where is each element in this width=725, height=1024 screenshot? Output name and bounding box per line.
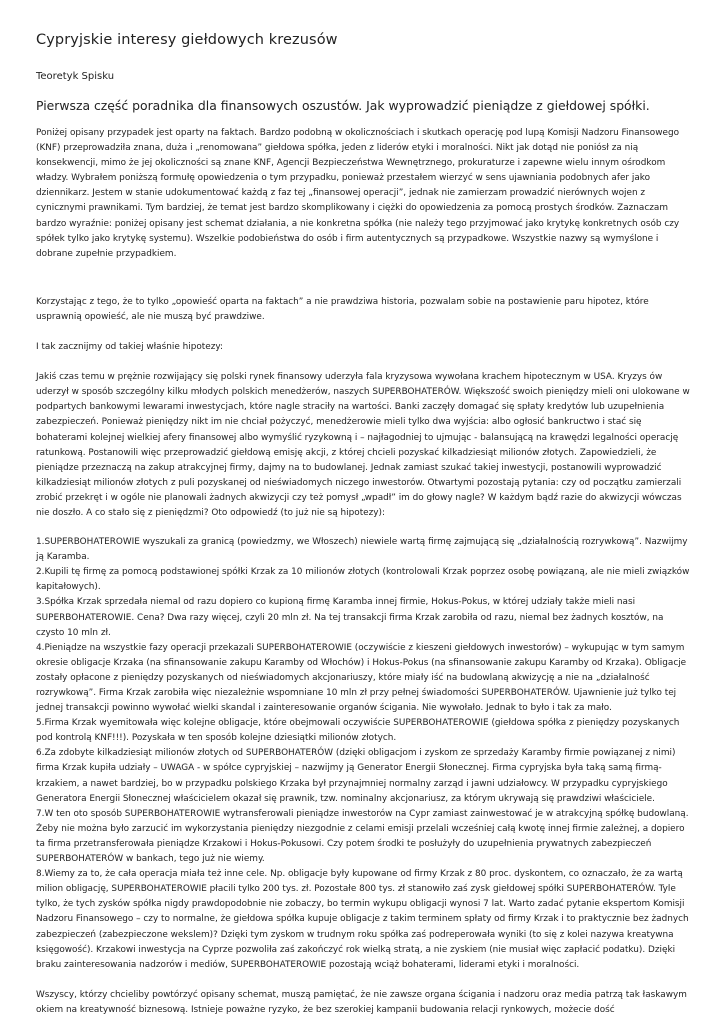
story-paragraph: Jakiś czas temu w prężnie rozwijający się polski rynek finansowy uderzyła fala kryzysowa wywołana krachem hipotecznym w USA. Kryzys ów uderzył w sposób szczególny kilku młodych polskich menedżerów, naszych SUPERBOHATERÓW. Większość swoich pieniędzy mieli oni ulokowane w podpartych bankowymi lewarami inwestycjach, które nagle straciły na wartości. Banki zaczęły domagać się spłaty kredytów lub uzupełnienia zabezpieczeń. Ponieważ pieniędzy nikt im nie chciał pożyczyć, menedżerowie mieli tylko dwa wyjścia: albo ogłosić bankructwo i stać się bohaterami kolejnej wielkiej afery finansowej albo wymyślić ryzykowną i – najłagodniej to ujmując - balansującą na krawędzi legalności operację ratunkową. Postanowili więc przeprowadzić giełdową emisję akcji, z której chcieli pozyskać kilkadziesiąt milionów złotych. Zapowiedzieli, że pieniądze przeznaczą na zakup atrakcyjnej firmy, dajmy na to budowlanej. Jednak zamiast szukać takiej inwestycji, postanowili wyprowadzić kilkadziesiąt milionów złotych z puli pozyskanej od nieświadomych niczego inwestorów. Otwartymi pozostają pytania: czy od początku zamierzali zrobić przekręt i w ogóle nie planowali żadnych akwizycji czy też pomysł „wpadł” im do głowy nagle? W każdym bądź razie do akwizycji wówczas nie doszło. A co stało się z pieniędzmi? Oto odpowiedź (to już nie są hipotezy): — [36, 372, 690, 518]
intro-paragraph: Poniżej opisany przypadek jest oparty na faktach. Bardzo podobną w okolicznościach i skutkach operację pod lupą Komisji Nadzoru Finansowego (KNF) przeprowadziła znana, duża i „renomowana” giełdowa spółka, jeden z liderów etyki i moralności. Nikt jak dotąd nie poniósł za nią konsekwencji, mimo że jej okoliczności są znane KNF, Agencji Bezpieczeństwa Wewnętrznego, prokuraturze i zapewne wielu innym ośrodkom władzy. Wybrałem poniższą formułę opowiedzenia o tym przypadku, ponieważ przestałem wierzyć w sens ujawniania podobnych afer jako dziennikarz. Jestem w stanie udokumentować każdą z faz tej „finansowej operacji”, jednak nie zamierzam prowadzić nierównych wojen z cynicznymi prawnikami. Tym bardziej, że temat jest bardzo skomplikowany i ciężki do opowiedzenia za pomocą prostych środków. Zaznaczam bardzo wyraźnie: poniżej opisany jest schemat działania, a nie konkretna spółka (nie należy tego przyjmować jako krytykę konkretnych osób czy spółek tylko jako krytykę systemu). Wszelkie podobieństwa do osób i firm autentycznych są przypadkowe. Wszystkie nazwy są wymyślone i dobrane zupełnie przypadkiem. — [36, 128, 680, 259]
list-item: 6.Za zdobyte kilkadziesiąt milionów złotych od SUPERBOHATERÓW (dzięki obligacjom i zyskom ze sprzedaży Karamby firmie powiązanej z nimi) firma Krzak kupiła udziały – UWAGA - w spółce cypryjskiej – nazwijmy ją Generator Energii Słonecznej. Firma cypryjska była taką samą firmą-krzakiem, a nawet bardziej, bo w przypadku polskiego Krzaka był przynajmniej normalny zarząd i jawni udziałowcy. W przypadku cypryjskiego Generatora Energii Słonecznej właścicielem okazał się prawnik, tzw. nominalny akcjonariusz, za którym ukrywają się prawdziwi właściciele. — [36, 748, 676, 804]
hypothesis-lead-paragraph: I tak zacznijmy od takiej właśnie hipotezy: — [36, 342, 223, 353]
document-title: Cypryjskie interesy giełdowych krezusów — [36, 32, 338, 48]
list-item: 5.Firma Krzak wyemitowała więc kolejne obligacje, które obejmowali oczywiście SUPERBOHATEROWIE (giełdowa spółka z pieniędzy pozyskanych pod kontrolą KNF!!!). Pozyskała w ten sposób kolejne dziesiątki milionów złotych. — [36, 718, 680, 744]
closing-paragraph: Wszyscy, którzy chcieliby powtórzyć opisany schemat, muszą pamiętać, że nie zawsze organa ścigania i nadzoru oraz media patrzą tak łaskawym okiem na kreatywność biznesową. Istnieje poważne ryzyko, że bez szerokiej kampanii budowania relacji rynkowych, możecie dość — [36, 989, 687, 1015]
document-author: Teoretyk Spisku — [36, 71, 115, 82]
list-item: 2.Kupili tę firmę za pomocą podstawionej spółki Krzak za 10 milionów złotych (kontrolowali Krzak poprzez osobę powiązaną, ale nie mieli związków kapitałowych). — [36, 567, 690, 593]
numbered-list — [36, 535, 691, 973]
list-item: 1.SUPERBOHATEROWIE wyszukali za granicą (powiedzmy, we Włoszech) niewiele wartą firmę zajmującą się „działalnością rozrywkową”. Nazwijmy ją Karamba. — [36, 537, 688, 563]
document-page — [36, 20, 691, 1018]
hypothesis-paragraph: Korzystając z tego, że to tylko „opowieść oparta na faktach” a nie prawdziwa historia, pozwalam sobie na postawienie paru hipotez, które usprawnią opowieść, ale nie muszą być prawdziwe. — [36, 296, 649, 322]
document-subtitle: Pierwsza część poradnika dla finansowych oszustów. Jak wyprowadzić pieniądze z giełdowej spółki. — [36, 98, 650, 113]
list-item: 8.Wiemy za to, że cała operacja miała też inne cele. Np. obligacje były kupowane od firmy Krzak z 80 proc. dyskontem, co oznaczało, że za wartą milion obligację, SUPERBOHATEROWIE płacili tylko 200 tys. zł. Pozostałe 800 tys. zł stanowiło zaś zysk giełdowej spółki SUPERBOHATERÓW. Tyle tylko, że tych zysków spółka nigdy prawdopodobnie nie zobaczy, bo termin wykupu obligacji wynosi 7 lat. Warto zadać pytanie ekspertom Komisji Nadzoru Finansowego – czy to normalne, że giełdowa spółka kupuje obligacje z takim terminem spłaty od firmy Krzak i to praktycznie bez żadnych zabezpieczeń (zabezpieczone wekslem)? Dzięki tym zyskom w trudnym roku spółka zaś podreperowała wyniki (to się z kolei nazywa kreatywna księgowość). Krzakowi inwestycja na Cyprze pozwoliła zaś zakończyć rok wielką stratą, a nie zyskiem (nie musiał więc zapłacić podatku). Dzięki braku zainteresowania nadzorów i mediów, SUPERBOHATEROWIE pozostają wciąż bohaterami, liderami etyki i moralności. — [36, 869, 689, 970]
list-item: 4.Pieniądze na wszystkie fazy operacji przekazali SUPERBOHATEROWIE (oczywiście z kieszeni giełdowych inwestorów) – wykupując w tym samym okresie obligacje Krzaka (na sfinansowanie zakupu Karamby od Włochów) i Hokus-Pokus (na sfinansowanie zakupu Karamby od Krzaka). Obligacje zostały opłacone z pieniędzy pozyskanych od nieświadomych akcjonariuszy, które miały iść na budowlaną akwizycję a nie na „działalność rozrywkową”. Firma Krzak zarobiła więc niezależnie wspomniane 10 mln zł przy pełnej świadomości SUPERBOHATERÓW. Ujawnienie już tylko tej jednej transakcji powinno wywołać wielki skandal i zainteresowanie organów ścigania. Nie wywołało. Jednak to było i tak za mało. — [36, 642, 687, 714]
list-item: 7.W ten oto sposób SUPERBOHATEROWIE wytransferowali pieniądze inwestorów na Cypr zamiast zainwestować je w atrakcyjną spółkę budowlaną. Żeby nie można było zarzucić im wykorzystania pieniędzy niezgodnie z celami emisji przelali wcześniej całą kwotę innej firmie zależnej, a dopiero ta firma przetransferowała pieniądze Krzakowi i Hokus-Pokusowi. Czy potem środki te posłużyły do uzupełnienia prywatnych zabezpieczeń SUPERBOHATERÓW w bankach, tego już nie wiemy. — [36, 808, 689, 865]
list-item: 3.Spółka Krzak sprzedała niemal od razu dopiero co kupioną firmę Karamba innej firmie, Hokus-Pokus, w której udziały także mieli nasi SUPERBOHATEROWIE. Cena? Dwa razy więcej, czyli 20 mln zł. Na tej transakcji firma Krzak zarobiła od razu, niemal bez żadnych kosztów, na czysto 10 mln zł. — [36, 597, 664, 638]
